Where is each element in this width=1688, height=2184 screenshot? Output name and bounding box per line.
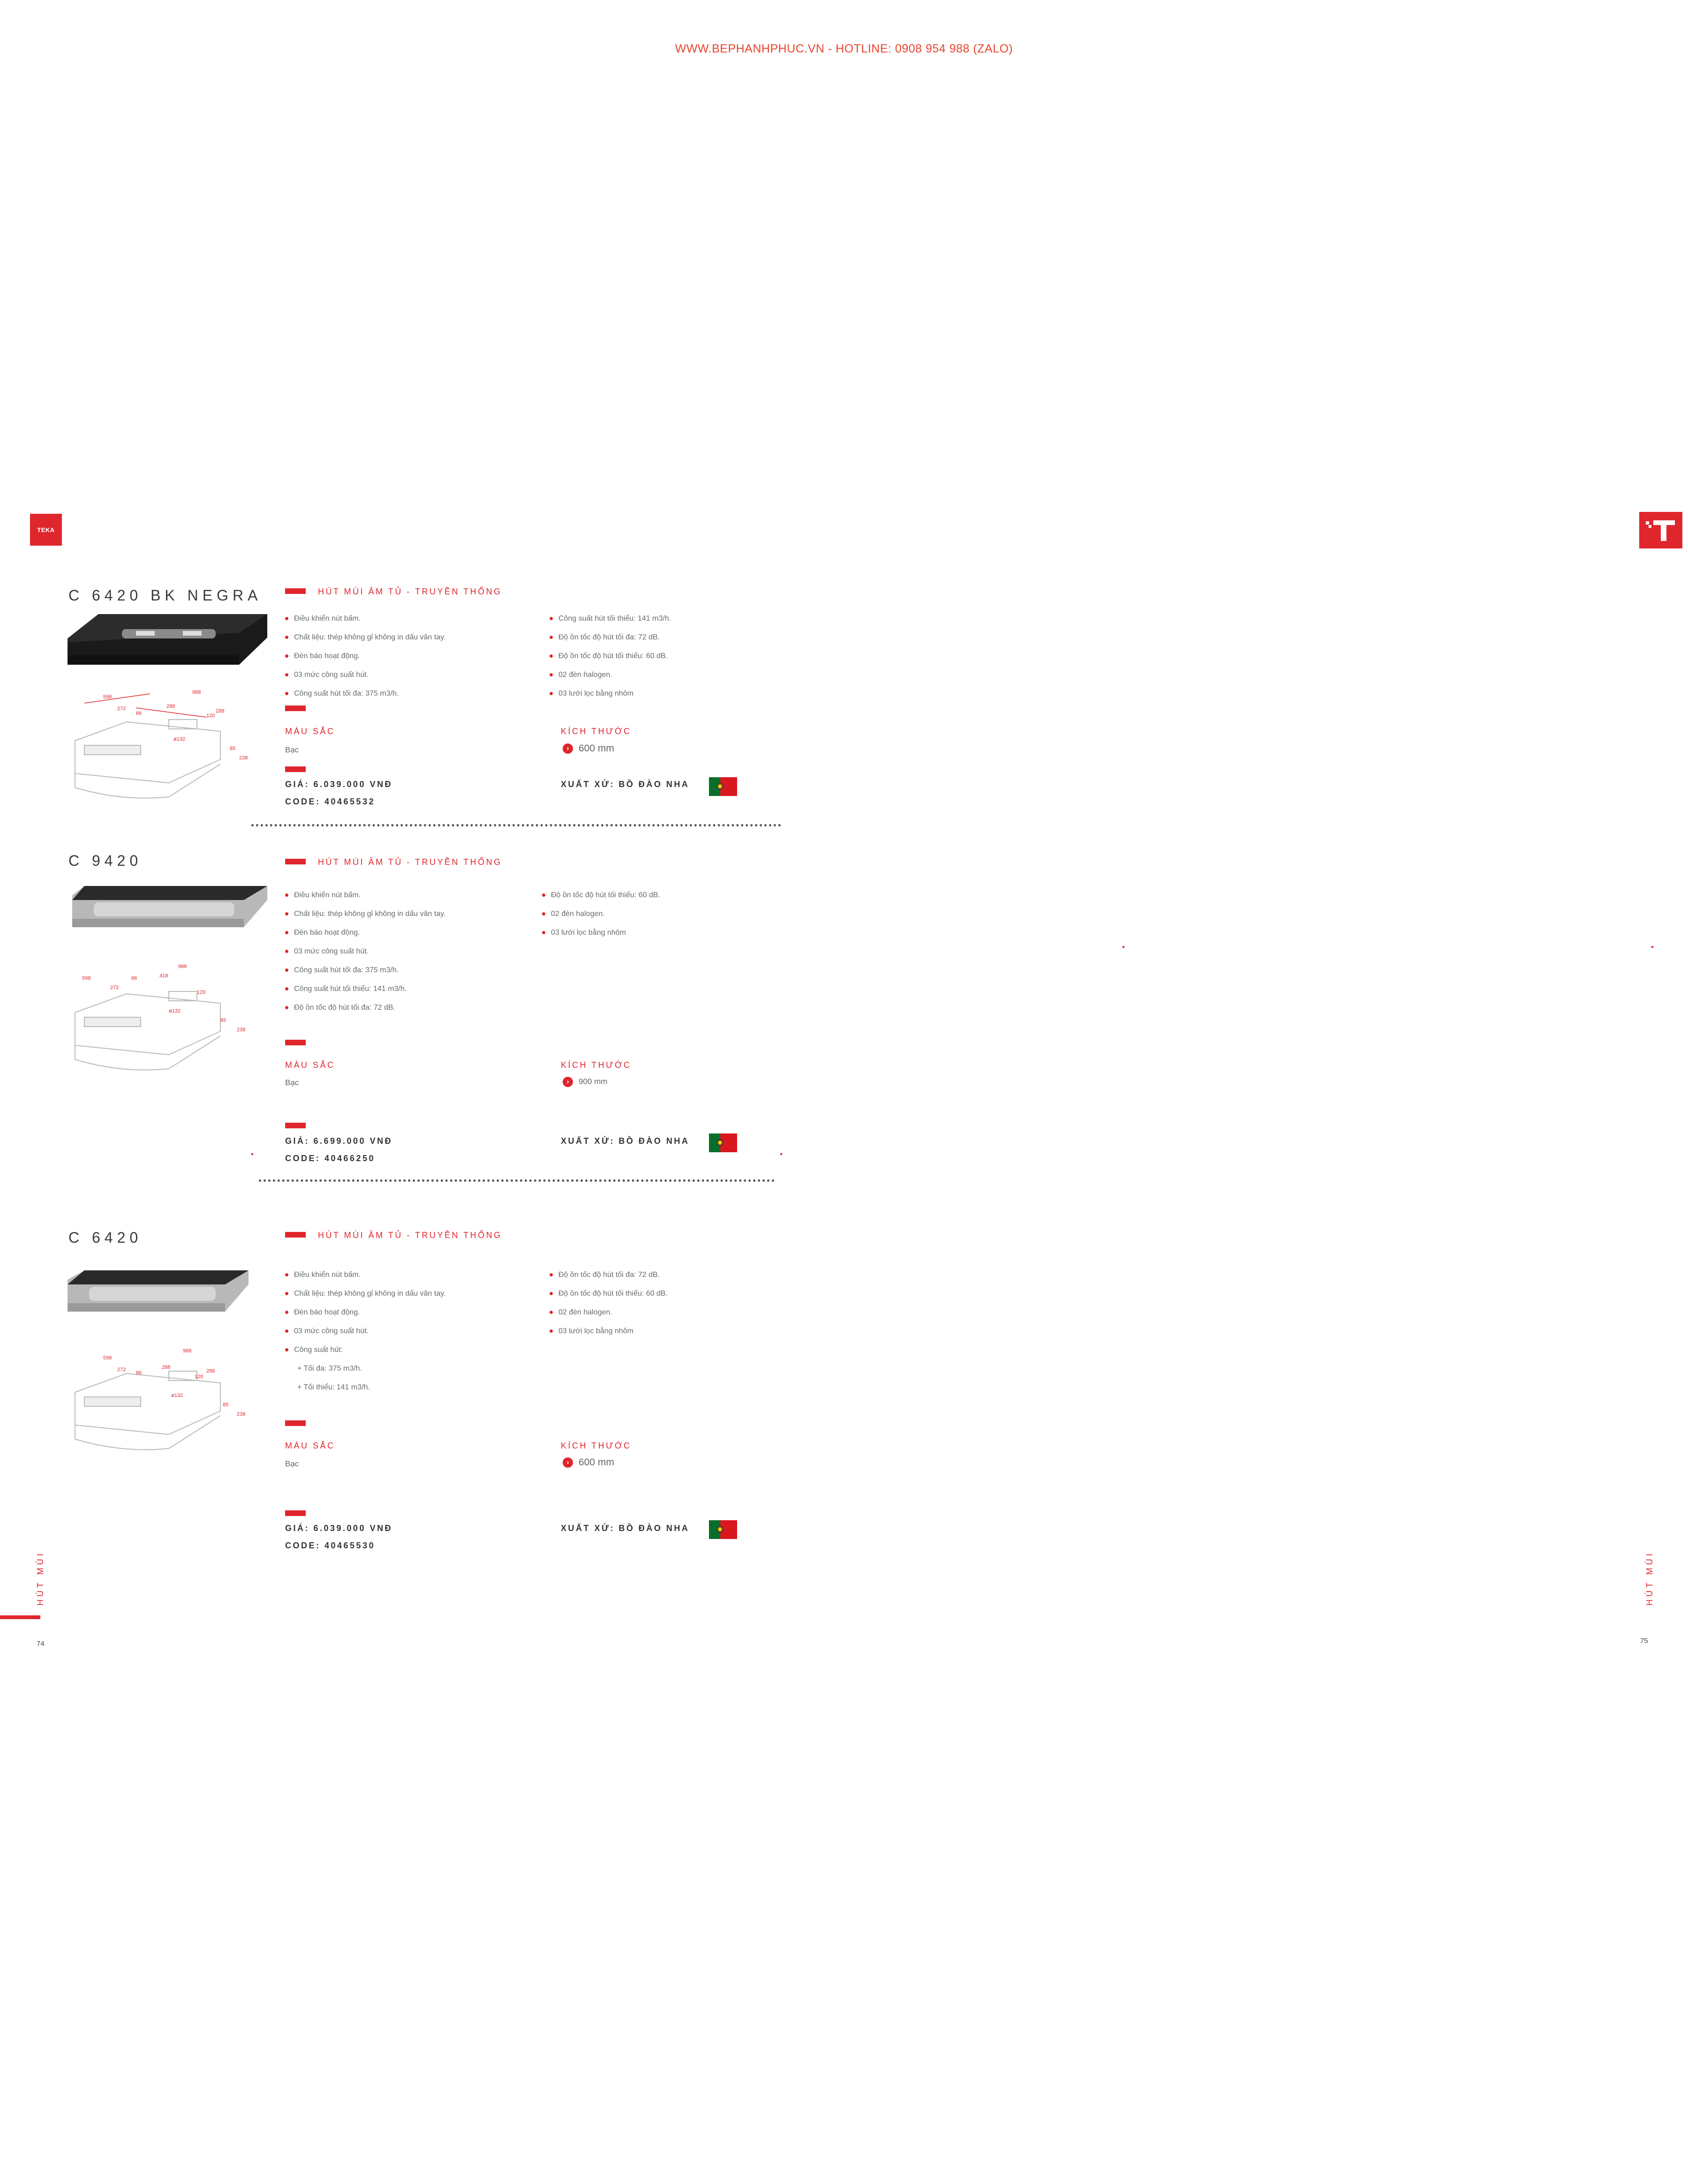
dim-label: ø132 <box>171 1393 183 1398</box>
feature-item: Điều khiển nút bấm. <box>285 1266 445 1284</box>
range-hood-photo-silver <box>66 881 272 938</box>
dim-label: 598 <box>103 1355 112 1361</box>
color-value: Bạc <box>285 745 299 754</box>
dimension-drawing <box>66 961 253 1083</box>
features-right <box>550 1266 668 1341</box>
product-category: HÚT MÙI ÂM TỦ - TRUYỀN THỐNG <box>318 857 502 867</box>
product-category: HÚT MÙI ÂM TỦ - TRUYỀN THỐNG <box>318 1231 502 1240</box>
product-category: HÚT MÙI ÂM TỦ - TRUYỀN THỐNG <box>318 587 502 596</box>
hotline-header[interactable]: WWW.BEPHANHPHUC.VN - HOTLINE: 0908 954 988 (ZALO) <box>675 42 1013 55</box>
origin: XUẤT XỨ: BỒ ĐÀO NHA <box>561 1524 690 1533</box>
feature-item: Công suất hút: <box>285 1341 445 1359</box>
origin: XUẤT XỨ: BỒ ĐÀO NHA <box>561 1136 690 1146</box>
dim-label: 988 <box>178 964 187 969</box>
dim-label: 85 <box>220 1018 226 1023</box>
dim-label: 598 <box>103 694 112 700</box>
marker-dot-icon <box>251 1153 253 1155</box>
feature-item: Chất liệu: thép không gỉ không in dấu vân tay. <box>285 628 445 647</box>
size-label: KÍCH THƯỚC <box>561 1441 632 1450</box>
color-label: MÀU SẮC <box>285 727 335 736</box>
feature-item: Công suất hút tối thiểu: 141 m3/h. <box>285 980 445 998</box>
feature-item: Độ ồn tốc độ hút tối thiểu: 60 dB. <box>542 886 660 905</box>
red-bar-icon <box>285 1232 306 1238</box>
teka-t-logo-icon <box>1639 512 1682 548</box>
side-label-right: HÚT MÙI <box>1645 1551 1654 1606</box>
features-right <box>550 609 671 703</box>
feature-item: Công suất hút tối thiểu: 141 m3/h. <box>550 609 671 628</box>
dotted-separator <box>251 824 781 826</box>
color-value: Bạc <box>285 1459 299 1468</box>
dim-label: 272 <box>117 706 126 712</box>
feature-item: 02 đèn halogen. <box>542 905 660 923</box>
features-left <box>285 609 445 703</box>
dim-label: 86 <box>136 1370 142 1376</box>
portugal-flag-icon <box>709 1133 737 1152</box>
dim-label: 85 <box>223 1402 229 1408</box>
dimension-drawing <box>66 689 253 811</box>
arrow-right-icon: › <box>563 1077 573 1087</box>
feature-item: Công suất hút tối đa: 375 m3/h. <box>285 684 445 703</box>
feature-subitem: + Tối thiểu: 141 m3/h. <box>297 1383 370 1391</box>
size-value: › 600 mm <box>563 1457 614 1468</box>
dim-label: ø132 <box>169 1008 181 1014</box>
origin: XUẤT XỨ: BỒ ĐÀO NHA <box>561 780 690 789</box>
feature-item: Điều khiển nút bấm. <box>285 886 445 905</box>
color-value: Bạc <box>285 1078 299 1087</box>
feature-item: 03 lưới lọc bằng nhôm <box>550 684 671 703</box>
dim-label: 85 <box>230 746 236 751</box>
price: GIÁ: 6.699.000 VNĐ <box>285 1136 393 1146</box>
feature-item: Chất liệu: thép không gỉ không in dấu vân tay. <box>285 1284 445 1303</box>
feature-item: Điều khiển nút bấm. <box>285 609 445 628</box>
red-accent-bar <box>0 1615 40 1619</box>
product-code: CODE: 40466250 <box>285 1154 376 1163</box>
feature-item: Độ ồn tốc độ hút tối đa: 72 dB. <box>550 1266 668 1284</box>
feature-item: Độ ồn tốc độ hút tối đa: 72 dB. <box>550 628 671 647</box>
dim-label: 988 <box>183 1348 192 1354</box>
feature-item: 03 lưới lọc bằng nhôm <box>550 1322 668 1341</box>
features-right <box>542 886 660 942</box>
red-bar-icon <box>285 1040 306 1045</box>
feature-item: Công suất hút tối đa: 375 m3/h. <box>285 961 445 980</box>
size-value: › 600 mm <box>563 743 614 754</box>
feature-item: 03 mức công suất hút. <box>285 942 445 961</box>
marker-dot-icon <box>1651 946 1653 948</box>
arrow-right-icon: › <box>563 743 573 754</box>
teka-logo: TEKA <box>30 514 62 546</box>
size-label: KÍCH THƯỚC <box>561 727 632 736</box>
page-number-right: 75 <box>1640 1637 1648 1645</box>
dim-label: 238 <box>239 755 248 761</box>
color-label: MÀU SẮC <box>285 1441 335 1450</box>
dim-label: 288 <box>162 1365 171 1370</box>
dim-label: 272 <box>117 1367 126 1373</box>
size-label: KÍCH THƯỚC <box>561 1060 632 1070</box>
marker-dot-icon <box>1123 946 1124 948</box>
price: GIÁ: 6.039.000 VNĐ <box>285 1524 393 1533</box>
feature-item: Độ ồn tốc độ hút tối đa: 72 dB. <box>285 998 445 1017</box>
product-model: C 6420 BK NEGRA <box>68 587 262 604</box>
feature-item: Độ ồn tốc độ hút tối thiểu: 60 dB. <box>550 647 671 666</box>
features-left <box>285 886 445 1017</box>
feature-item: 02 đèn halogen. <box>550 666 671 684</box>
product-code: CODE: 40465532 <box>285 797 376 806</box>
dotted-separator <box>259 1179 775 1182</box>
product-code: CODE: 40465530 <box>285 1541 376 1550</box>
dim-label: 288 <box>216 708 225 714</box>
feature-item: Đèn báo hoạt động. <box>285 923 445 942</box>
portugal-flag-icon <box>709 777 737 796</box>
dim-label: 238 <box>237 1027 246 1033</box>
red-bar-icon <box>285 859 306 864</box>
red-bar-icon <box>285 588 306 594</box>
size-value: › 900 mm <box>563 1077 607 1087</box>
red-bar-icon <box>285 766 306 772</box>
dim-label: ø132 <box>173 736 186 742</box>
dim-label: 238 <box>237 1411 246 1417</box>
product-model: C 6420 <box>68 1229 143 1246</box>
dimension-drawing <box>66 1341 253 1463</box>
range-hood-photo-silver <box>66 1266 253 1322</box>
dim-label: 272 <box>110 985 119 991</box>
product-model: C 9420 <box>68 852 143 869</box>
red-bar-icon <box>285 705 306 711</box>
feature-item: Đèn báo hoạt động. <box>285 1303 445 1322</box>
dim-label: 120 <box>195 1374 203 1380</box>
red-bar-icon <box>285 1510 306 1516</box>
dim-label: 86 <box>131 976 137 981</box>
dim-label: 120 <box>197 990 206 995</box>
side-label-left: HÚT MÙI <box>36 1551 45 1606</box>
range-hood-photo-black <box>66 609 272 666</box>
feature-item: Đèn báo hoạt động. <box>285 647 445 666</box>
dim-label: 288 <box>206 1368 215 1374</box>
arrow-right-icon: › <box>563 1457 573 1468</box>
dim-label: 288 <box>166 704 175 709</box>
marker-dot-icon <box>780 1153 782 1155</box>
feature-item: Chất liệu: thép không gỉ không in dấu vân tay. <box>285 905 445 923</box>
portugal-flag-icon <box>709 1520 737 1539</box>
dim-label: 598 <box>82 976 91 981</box>
feature-item: 03 mức công suất hút. <box>285 1322 445 1341</box>
red-bar-icon <box>285 1123 306 1128</box>
feature-item: Độ ồn tốc độ hút tối thiểu: 60 dB. <box>550 1284 668 1303</box>
red-bar-icon <box>285 1420 306 1426</box>
price: GIÁ: 6.039.000 VNĐ <box>285 780 393 789</box>
color-label: MÀU SẮC <box>285 1060 335 1070</box>
dim-label: 120 <box>206 713 215 719</box>
dim-label: 86 <box>136 711 142 716</box>
page-number-left: 74 <box>37 1640 45 1648</box>
feature-item: 02 đèn halogen. <box>550 1303 668 1322</box>
dim-label: 988 <box>192 690 201 695</box>
feature-subitem: + Tối đa: 375 m3/h. <box>297 1365 362 1373</box>
feature-item: 03 mức công suất hút. <box>285 666 445 684</box>
dim-label: 418 <box>159 973 168 979</box>
features-left <box>285 1266 445 1397</box>
feature-item: 03 lưới lọc bằng nhôm <box>542 923 660 942</box>
